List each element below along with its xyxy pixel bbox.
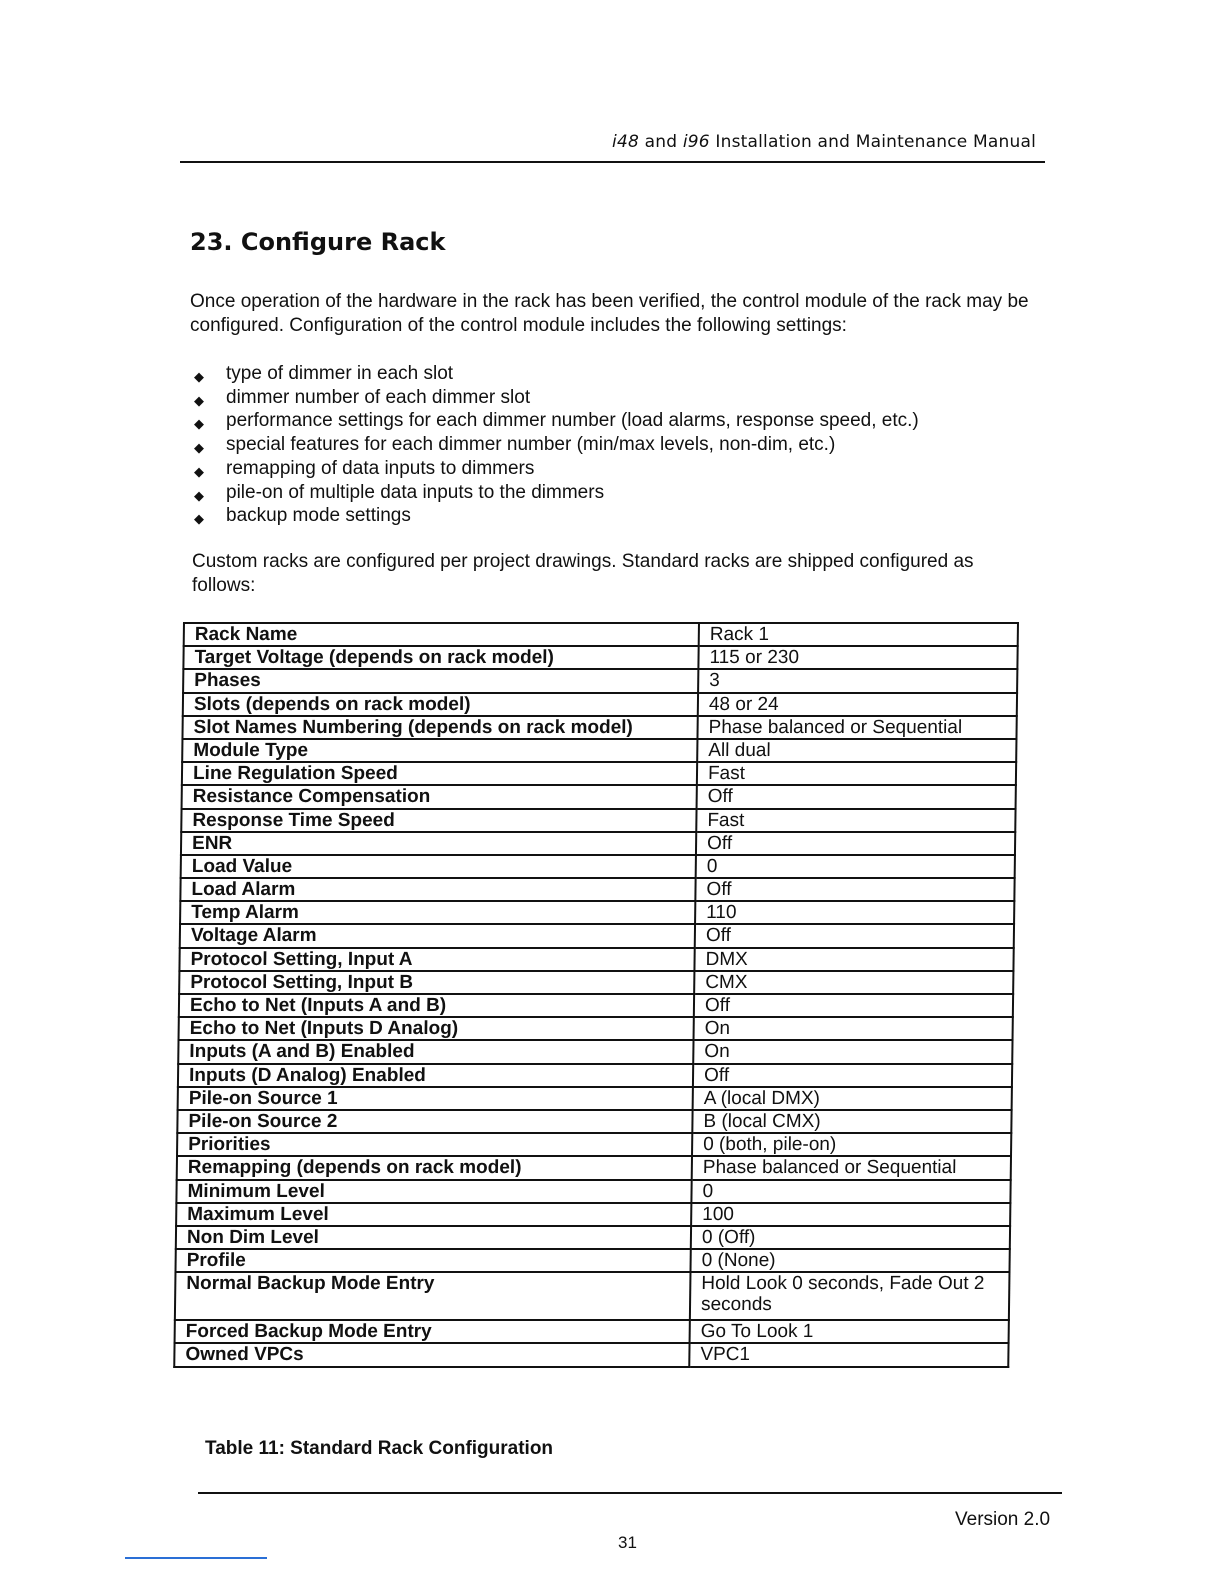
setting-name-cell: Phases bbox=[183, 669, 698, 692]
section-title: 23. Configure Rack bbox=[190, 228, 446, 256]
table-row bbox=[179, 948, 1013, 971]
setting-value-cell: Fast bbox=[697, 762, 1016, 785]
table-row bbox=[181, 855, 1015, 878]
setting-value-cell: Off bbox=[693, 1064, 1012, 1087]
setting-value-cell: A (local DMX) bbox=[693, 1087, 1012, 1110]
table-row bbox=[175, 1272, 1010, 1320]
table-row bbox=[175, 1249, 1009, 1272]
setting-name-cell: Priorities bbox=[177, 1133, 692, 1156]
table-row bbox=[175, 1320, 1009, 1343]
list-item-text: type of dimmer in each slot bbox=[226, 363, 454, 384]
table-row bbox=[184, 623, 1018, 646]
setting-name-cell: Remapping (depends on rack model) bbox=[177, 1156, 692, 1179]
setting-value-cell: Hold Look 0 seconds, Fade Out 2 seconds bbox=[690, 1272, 1010, 1320]
table-row bbox=[176, 1226, 1010, 1249]
setting-name-cell: Pile-on Source 1 bbox=[178, 1087, 693, 1110]
setting-name-cell: Protocol Setting, Input A bbox=[179, 948, 694, 971]
standard-rack-config-table bbox=[173, 622, 1019, 1368]
setting-value-cell: 115 or 230 bbox=[698, 646, 1017, 669]
setting-value-cell: 110 bbox=[695, 901, 1014, 924]
table-row bbox=[182, 716, 1016, 739]
setting-name-cell: Inputs (A and B) Enabled bbox=[178, 1040, 693, 1063]
setting-value-cell: B (local CMX) bbox=[692, 1110, 1011, 1133]
setting-name-cell: Echo to Net (Inputs D Analog) bbox=[179, 1017, 694, 1040]
setting-value-cell: Rack 1 bbox=[699, 623, 1018, 646]
table-row bbox=[177, 1156, 1011, 1179]
table-row bbox=[182, 739, 1016, 762]
diamond-bullet-icon: ◆ bbox=[194, 511, 204, 527]
model-i96: i96 bbox=[682, 132, 710, 152]
setting-value-cell: Phase balanced or Sequential bbox=[692, 1156, 1011, 1179]
setting-value-cell: All dual bbox=[697, 739, 1016, 762]
page-number: 31 bbox=[618, 1533, 637, 1552]
settings-list bbox=[190, 362, 919, 528]
setting-name-cell: Protocol Setting, Input B bbox=[179, 971, 694, 994]
table-row bbox=[179, 971, 1013, 994]
setting-name-cell: Voltage Alarm bbox=[180, 924, 695, 947]
setting-value-cell: Off bbox=[694, 994, 1013, 1017]
setting-name-cell: Echo to Net (Inputs A and B) bbox=[179, 994, 694, 1017]
setting-name-cell: Forced Backup Mode Entry bbox=[175, 1320, 690, 1343]
custom-racks-paragraph: Custom racks are configured per project drawings. Standard racks are shipped configured as follows: bbox=[192, 551, 974, 596]
table-row bbox=[183, 646, 1017, 669]
setting-name-cell: Inputs (D Analog) Enabled bbox=[178, 1064, 693, 1087]
setting-value-cell: On bbox=[693, 1040, 1012, 1063]
diamond-bullet-icon: ◆ bbox=[194, 416, 204, 432]
list-item-text: remapping of data inputs to dimmers bbox=[226, 457, 535, 479]
setting-value-cell: Phase balanced or Sequential bbox=[697, 716, 1016, 739]
table-caption: Table 11: Standard Rack Configuration bbox=[205, 1438, 554, 1459]
setting-value-cell: Off bbox=[696, 832, 1015, 855]
setting-value-cell: 100 bbox=[691, 1203, 1010, 1226]
table-row bbox=[180, 878, 1014, 901]
blue-underline bbox=[125, 1557, 267, 1559]
list-item bbox=[190, 433, 919, 457]
setting-name-cell: Rack Name bbox=[184, 623, 699, 646]
setting-name-cell: Load Alarm bbox=[180, 878, 695, 901]
setting-name-cell: Slots (depends on rack model) bbox=[183, 693, 698, 716]
setting-value-cell: Off bbox=[697, 785, 1016, 808]
diamond-bullet-icon: ◆ bbox=[194, 463, 204, 479]
setting-name-cell: Non Dim Level bbox=[176, 1226, 691, 1249]
table-row bbox=[178, 1064, 1012, 1087]
version-label: Version 2.0 bbox=[955, 1509, 1051, 1530]
setting-name-cell: Load Value bbox=[181, 855, 696, 878]
setting-name-cell: Minimum Level bbox=[176, 1180, 691, 1203]
table-row bbox=[181, 832, 1015, 855]
setting-name-cell: Response Time Speed bbox=[181, 809, 696, 832]
table-row bbox=[179, 994, 1013, 1017]
diamond-bullet-icon: ◆ bbox=[194, 392, 204, 408]
setting-name-cell: Normal Backup Mode Entry bbox=[175, 1272, 691, 1320]
header-rule bbox=[180, 161, 1045, 163]
setting-value-cell: 0 (Off) bbox=[691, 1226, 1010, 1249]
table-row bbox=[178, 1040, 1012, 1063]
setting-name-cell: Maximum Level bbox=[176, 1203, 691, 1226]
footer-rule bbox=[198, 1492, 1062, 1494]
header-title: Installation and Maintenance Manual bbox=[709, 132, 1036, 152]
table-row bbox=[183, 693, 1017, 716]
setting-name-cell: Profile bbox=[175, 1249, 690, 1272]
setting-value-cell: VPC1 bbox=[689, 1343, 1008, 1366]
setting-value-cell: 0 bbox=[696, 855, 1015, 878]
setting-name-cell: Slot Names Numbering (depends on rack model) bbox=[182, 716, 697, 739]
setting-name-cell: Module Type bbox=[182, 739, 697, 762]
table-row bbox=[182, 762, 1016, 785]
setting-value-cell: Off bbox=[695, 924, 1014, 947]
setting-value-cell: 0 (both, pile-on) bbox=[692, 1133, 1011, 1156]
setting-value-cell: 3 bbox=[698, 669, 1017, 692]
table-row bbox=[176, 1203, 1010, 1226]
diamond-bullet-icon: ◆ bbox=[194, 487, 204, 503]
list-item-text: special features for each dimmer number (min/max levels, non-dim, etc.) bbox=[226, 434, 836, 456]
running-header bbox=[180, 132, 1044, 152]
setting-value-cell: On bbox=[694, 1017, 1013, 1040]
table-row bbox=[176, 1180, 1010, 1203]
list-item-text: pile-on of multiple data inputs to the dimmers bbox=[226, 481, 605, 503]
setting-value-cell: 0 bbox=[691, 1180, 1010, 1203]
list-item bbox=[190, 457, 919, 481]
table-row bbox=[180, 901, 1014, 924]
setting-value-cell: 0 (None) bbox=[690, 1249, 1009, 1272]
list-item-text: performance settings for each dimmer number (load alarms, response speed, etc.) bbox=[226, 410, 919, 432]
table-row bbox=[177, 1110, 1011, 1133]
list-item-text: dimmer number of each dimmer slot bbox=[226, 386, 531, 408]
setting-name-cell: ENR bbox=[181, 832, 696, 855]
diamond-bullet-icon: ◆ bbox=[194, 440, 204, 456]
setting-name-cell: Temp Alarm bbox=[180, 901, 695, 924]
setting-name-cell: Pile-on Source 2 bbox=[177, 1110, 692, 1133]
diamond-bullet-icon: ◆ bbox=[194, 369, 204, 384]
list-item bbox=[190, 504, 919, 528]
table-row bbox=[174, 1343, 1008, 1366]
model-i48: i48 bbox=[612, 132, 640, 152]
setting-value-cell: Off bbox=[695, 878, 1014, 901]
table-row bbox=[179, 1017, 1013, 1040]
intro-paragraph: Once operation of the hardware in the rack has been verified, the control module of the rack may be configured. Configuration of the control module includes the following settings: bbox=[190, 291, 1029, 336]
setting-value-cell: CMX bbox=[694, 971, 1013, 994]
header-and: and bbox=[639, 132, 683, 152]
table-row bbox=[182, 785, 1016, 808]
setting-value-cell: 48 or 24 bbox=[698, 693, 1017, 716]
setting-name-cell: Target Voltage (depends on rack model) bbox=[183, 646, 698, 669]
table-row bbox=[181, 809, 1015, 832]
list-item bbox=[190, 409, 919, 433]
list-item bbox=[190, 362, 919, 386]
list-item-text: backup mode settings bbox=[226, 505, 411, 527]
setting-name-cell: Resistance Compensation bbox=[182, 785, 697, 808]
list-item bbox=[190, 386, 919, 410]
table-row bbox=[177, 1133, 1011, 1156]
setting-name-cell: Owned VPCs bbox=[174, 1343, 689, 1366]
setting-value-cell: DMX bbox=[694, 948, 1013, 971]
table-row bbox=[178, 1087, 1012, 1110]
table-row bbox=[183, 669, 1017, 692]
list-item bbox=[190, 481, 919, 505]
setting-value-cell: Fast bbox=[696, 809, 1015, 832]
setting-value-cell: Go To Look 1 bbox=[690, 1320, 1009, 1343]
setting-name-cell: Line Regulation Speed bbox=[182, 762, 697, 785]
table-row bbox=[180, 924, 1014, 947]
